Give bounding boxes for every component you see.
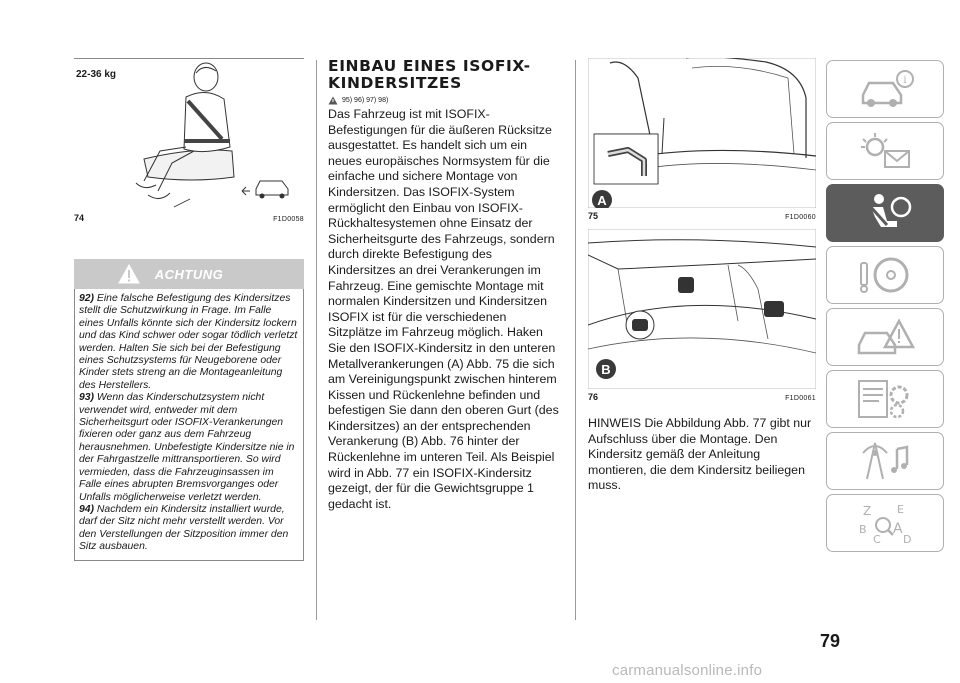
anchor-a-callout: A bbox=[597, 193, 607, 208]
figure-76-code: F1D0061 bbox=[785, 395, 816, 402]
chapter-tab-multimedia[interactable] bbox=[826, 432, 944, 490]
wrench-gear-icon bbox=[853, 377, 917, 421]
section-heading-line2: KINDERSITZES bbox=[328, 74, 462, 92]
figure-75 bbox=[588, 58, 816, 208]
seat-airbag-icon bbox=[853, 191, 917, 235]
warning-item-number: 92) bbox=[79, 293, 95, 304]
isofix-lower-anchor-illustration bbox=[588, 58, 816, 208]
warning-item-number: 94) bbox=[79, 503, 95, 515]
chapter-tab-index[interactable] bbox=[826, 494, 944, 552]
svg-text:A: A bbox=[893, 521, 903, 537]
section-heading bbox=[328, 58, 560, 92]
svg-text:i: i bbox=[903, 75, 907, 86]
svg-text:E: E bbox=[897, 503, 904, 516]
svg-text:Z: Z bbox=[863, 504, 872, 518]
chapter-tab-vehicle[interactable] bbox=[826, 60, 944, 118]
column-divider bbox=[575, 60, 576, 620]
chapter-tabs bbox=[826, 60, 944, 556]
warning-item-text: Eine falsche Befestigung des Kindersitzes stellt die Schutzwirkung in Frage. Im Falle eines Unfalls könnte sich der Kindersitz lockern und das Kind schwer oder sogar tödlich verletzt werden. Halten Sie sich bei der Befestigung eines Schutzsystems für Neugeborene oder Kinder stets streng an die Montageanleitung des Herstellers. bbox=[79, 293, 298, 391]
left-column bbox=[74, 58, 304, 561]
watermark: carmanualsonline.info bbox=[612, 662, 763, 679]
car-warning-icon bbox=[853, 315, 917, 359]
warning-item-number: 93) bbox=[79, 392, 95, 404]
section-body-text: Das Fahrzeug ist mit ISOFIX-Befestigungen für die äußeren Rücksitze ausgestattet. Es handelt sich um ein neues europäisches Normsystem für die einfache und sichere Montage von Kindersitzen. Das ISOFIX-System ermöglicht den Einbau von ISOFIX-Rückhaltesystemen ohne Einsatz der Sicherheitsgurte des Fahrzeugs, sondern durch direkte Befestigung des Kindersitzes an drei Verankerungen im Fahrzeug. Eine gemischte Montage mit normalen Kindersitzen und Kindersitzen ISOFIX ist für die verschiedenen Sitzplätze im Fahrzeug möglich. Haken Sie den ISOFIX-Kindersitz in den unteren Metallverankerungen (A) Abb. 75 die sich am Vereinigungspunkt zwischen hinterem Kissen und Rückenlehne befinden und befestigen Sie dann den oberen Gurt (des Kindersitzes) an der entsprechenden Verankerung (B) Abb. 76 hinter der Rückenlehne im unteren Teil. Als Beispiel wird in Abb. 77 ein ISOFIX-Kindersitz gezeigt, der für die Gewichtsgruppe 1 gedacht ist. bbox=[328, 107, 559, 511]
reference-numbers: 95) 96) 97) 98) bbox=[342, 97, 389, 104]
middle-column bbox=[328, 58, 560, 512]
figure-74-number: 74 bbox=[74, 213, 85, 223]
chapter-tab-maintenance[interactable] bbox=[826, 370, 944, 428]
warning-item-text: Nachdem ein Kindersitz installiert wurde, darf der Sitz nicht mehr verstellt werden. Vor den Verstellungen der Sitzposition immer den Sitz ausbauen. bbox=[79, 503, 289, 553]
column-divider bbox=[316, 60, 317, 620]
section-heading-line1: EINBAU EINES ISOFIX- bbox=[328, 57, 531, 75]
figure-75-code: F1D0060 bbox=[785, 214, 816, 221]
chapter-tab-driving[interactable] bbox=[826, 246, 944, 304]
svg-text:C: C bbox=[873, 533, 881, 545]
figure-74-caption bbox=[74, 213, 304, 223]
page-number: 79 bbox=[820, 631, 841, 651]
car-info-icon bbox=[853, 67, 917, 111]
alphabet-index-icon bbox=[853, 501, 917, 545]
figure-75-number: 75 bbox=[588, 211, 599, 221]
steering-wheel-key-icon bbox=[853, 253, 917, 297]
note-text: HINWEIS Die Abbildung Abb. 77 gibt nur Aufschluss über die Montage. Den Kindersitz gemäß der Anleitung montieren, die dem Kindersitz beiliegen muss. bbox=[588, 416, 812, 493]
warning-item bbox=[79, 504, 299, 554]
anchor-b-callout: B bbox=[601, 362, 611, 377]
svg-text:D: D bbox=[903, 533, 912, 545]
figure-74-weight-label: 22-36 kg bbox=[76, 69, 117, 80]
figure-76-caption bbox=[588, 392, 816, 402]
right-column bbox=[588, 58, 816, 494]
warning-triangle-icon bbox=[118, 264, 140, 284]
child-booster-seat-illustration bbox=[74, 59, 304, 209]
warning-item bbox=[79, 392, 299, 504]
warning-body bbox=[74, 289, 304, 561]
figure-74-code: F1D0058 bbox=[273, 216, 304, 223]
figure-76 bbox=[588, 229, 816, 389]
isofix-top-tether-illustration bbox=[588, 229, 816, 389]
figure-75-caption bbox=[588, 211, 816, 221]
warning-header bbox=[74, 259, 304, 289]
chapter-tab-safety[interactable] bbox=[826, 184, 944, 242]
figure-74 bbox=[74, 58, 304, 210]
warning-title: ACHTUNG bbox=[154, 266, 224, 282]
warning-item bbox=[79, 293, 299, 392]
warning-references bbox=[328, 96, 560, 105]
warning-item-text: Wenn das Kinderschutzsystem nicht verwendet wird, entweder mit dem Sicherheitsgurt oder ISOFIX-Verankerungen fixieren oder ganz aus dem Fahrzeug herausnehmen. Unbefestigte Kindersitze nie in der Fahrgastzelle mittransportieren. So wird vermieden, dass die Fahrzeuginsassen im Falle eines abrupten Bremsvorganges oder Unfalls möglicherweise verletzt werden. bbox=[79, 392, 295, 503]
light-envelope-icon bbox=[853, 129, 917, 173]
warning-triangle-icon bbox=[328, 96, 338, 105]
figure-76-number: 76 bbox=[588, 392, 599, 402]
media-nav-icon bbox=[853, 439, 917, 483]
svg-text:B: B bbox=[859, 523, 867, 536]
chapter-tab-lights[interactable] bbox=[826, 122, 944, 180]
chapter-tab-emergency[interactable] bbox=[826, 308, 944, 366]
